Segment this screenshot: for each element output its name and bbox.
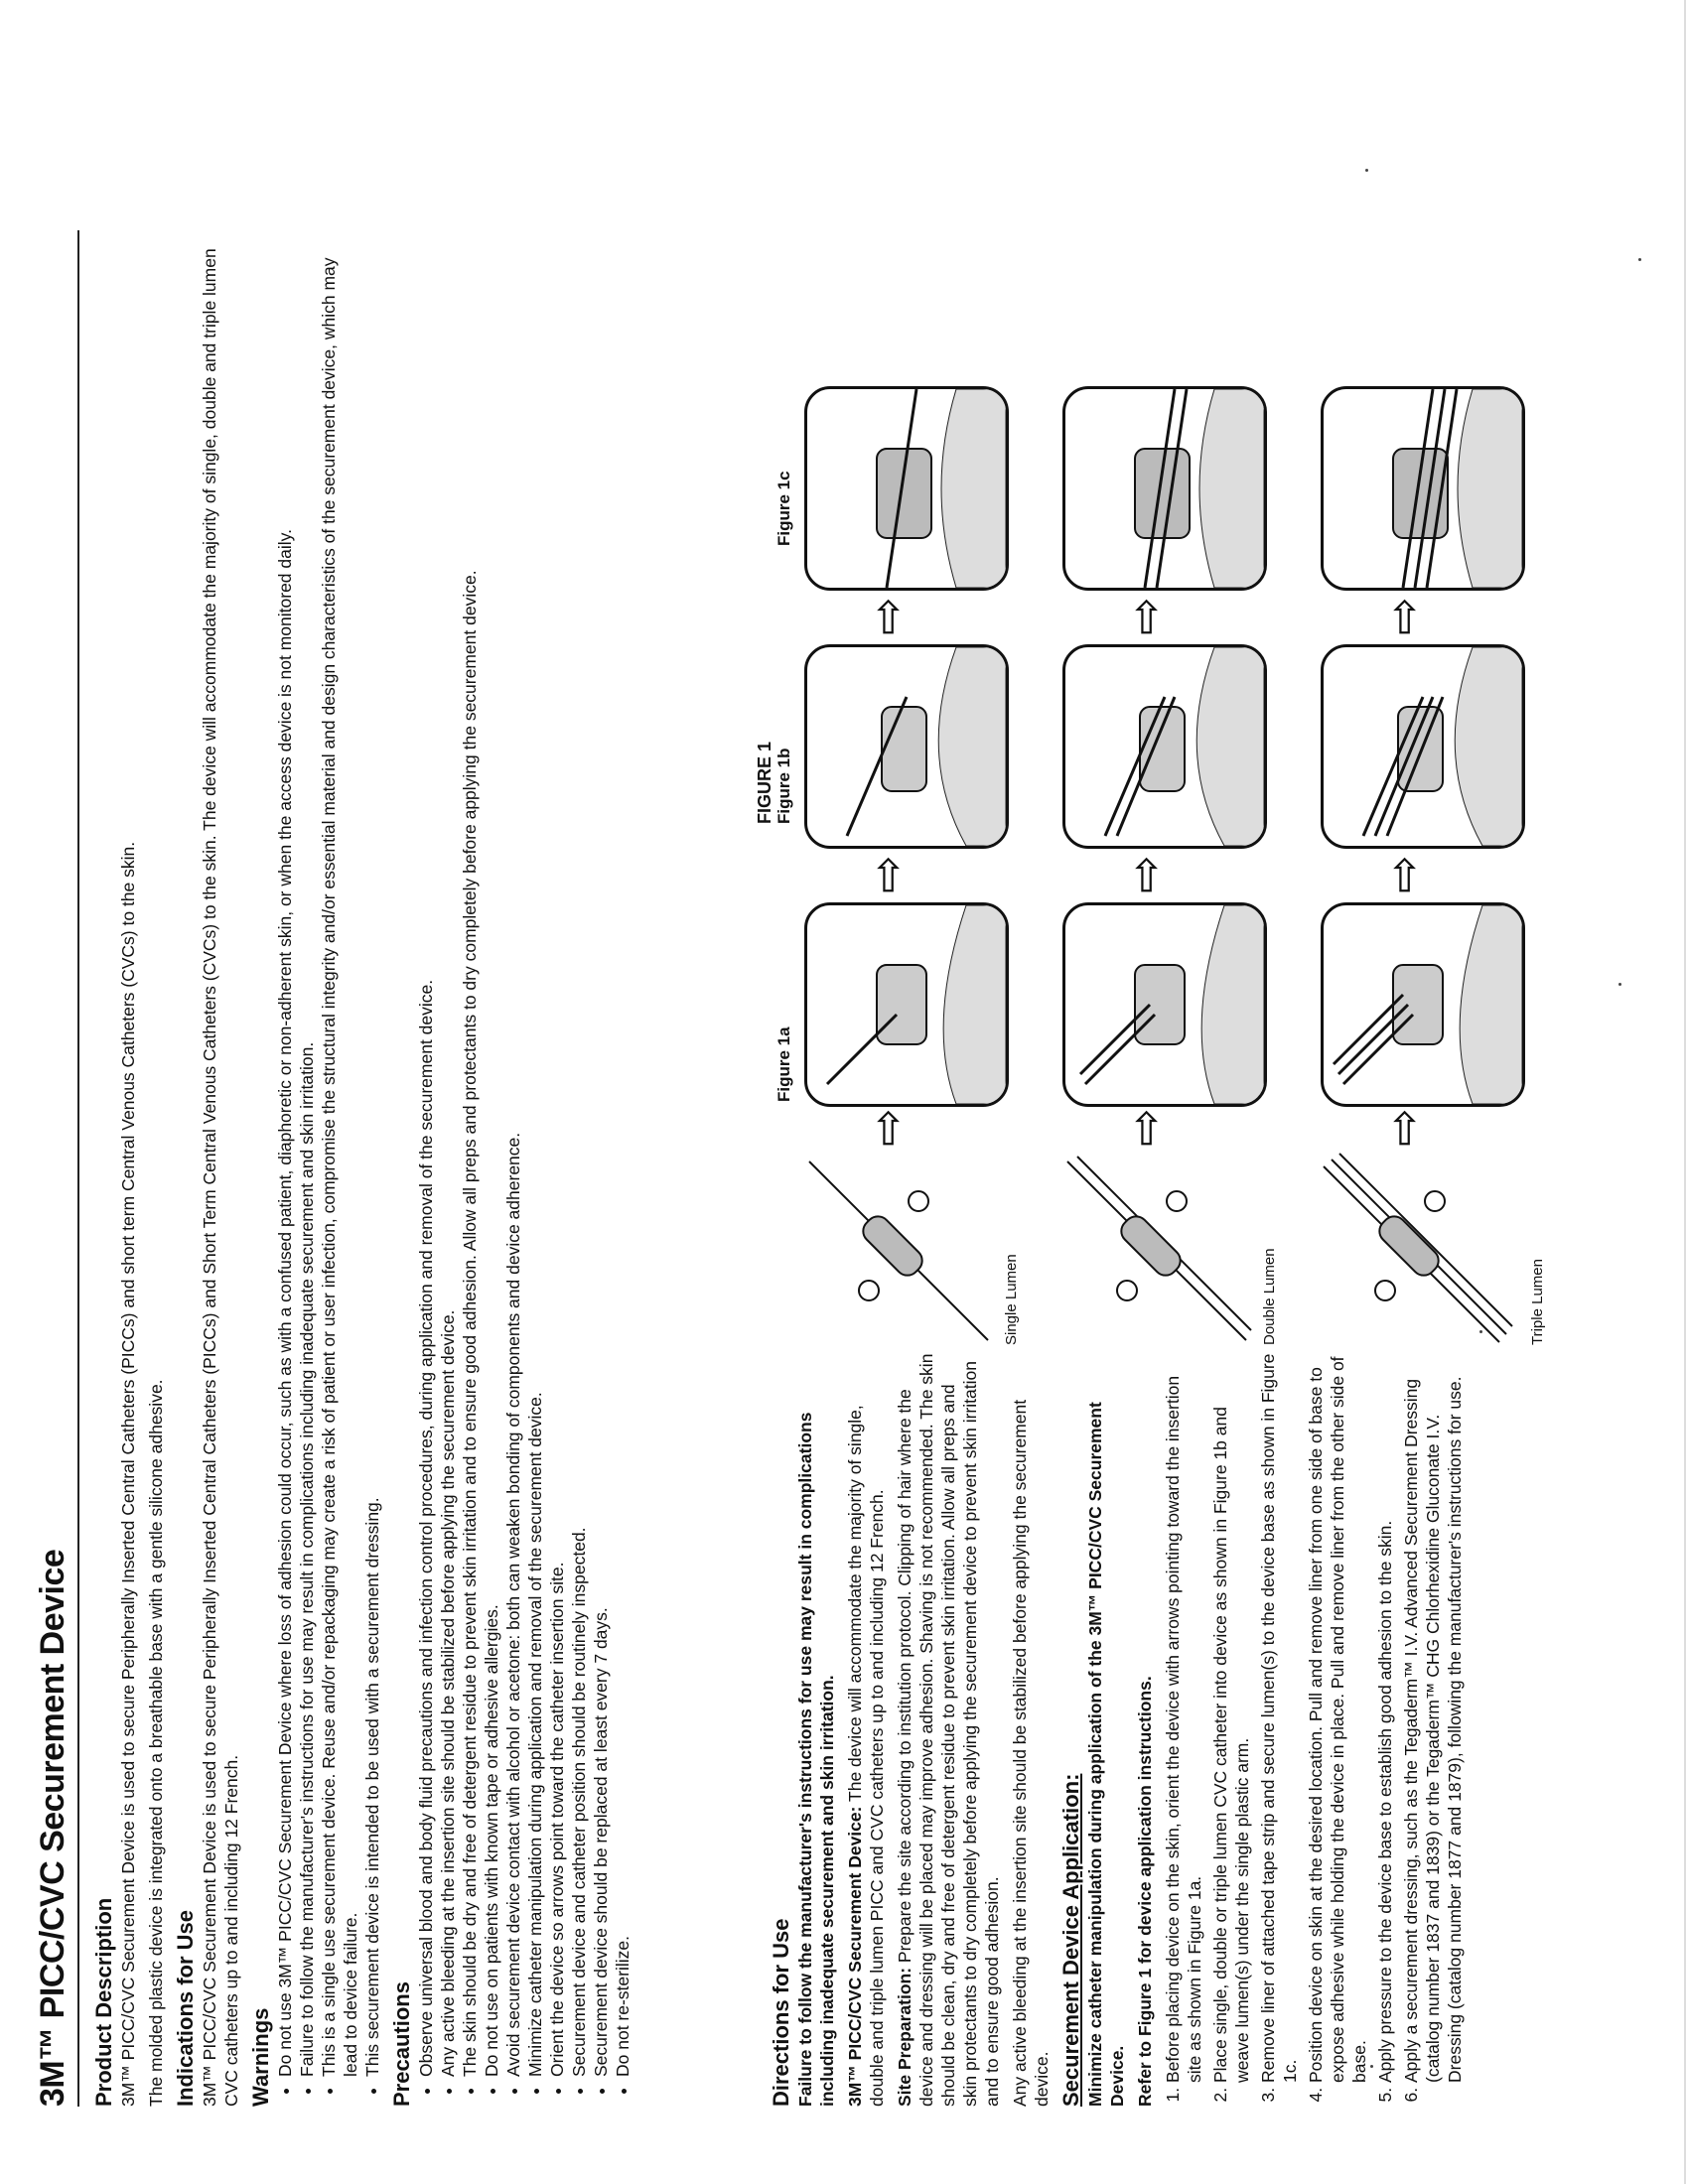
- step-item: 2. Place single, double or triple lumen CVC catheter into device as shown in Figure 1b and weave lumen(s) under the single plastic arm.: [1209, 1352, 1253, 2083]
- row-label-double: Double Lumen: [1261, 1248, 1278, 1345]
- row-label-triple: Triple Lumen: [1529, 1259, 1546, 1345]
- precautions-heading: Precautions: [389, 1981, 414, 2107]
- step-arrow-icon: ⇨: [1119, 855, 1171, 893]
- figure-1b-double-tile: [1062, 644, 1267, 849]
- precaution-item: • Securement device should be replaced at least every 7 days.: [590, 220, 612, 2077]
- step-item: 1. Before placing device on the skin, orient the device with arrows pointing toward the insertion site as shown in Figure 1a.: [1162, 1352, 1205, 2083]
- figure-1: [755, 60, 1648, 1350]
- step-item: 4. Position device on skin at the desired location. Pull and remove liner from one side of base to expose adhesive while holding the device in place. Pull and remove liner from the other side of base.: [1305, 1352, 1370, 2083]
- warning-item: • Do not use 3M™ PICC/CVC Securement Device where loss of adhesion could occur, such as with a confused patient, diaphoretic or non-adherent skin, or when the access device is not monitored daily.: [274, 220, 296, 2077]
- product-description-line: The molded plastic device is integrated onto a breathable base with a gentle silicone adhesive.: [146, 1379, 166, 2107]
- device-paragraph: [844, 1352, 888, 2107]
- step-arrow-icon: ⇨: [1119, 597, 1171, 635]
- precaution-item: • Minimize catheter manipulation during application and removal of the securement device.: [524, 220, 546, 2077]
- scan-speck: [1365, 169, 1368, 172]
- precaution-item: • Orient the device so arrows point toward the catheter insertion site.: [546, 220, 568, 2077]
- figure-1c-triple-tile: [1321, 386, 1525, 591]
- warnings-heading: Warnings: [248, 2007, 273, 2107]
- precaution-item: • Any active bleeding at the insertion site should be stabilized before applying the securement device.: [437, 220, 459, 2077]
- precaution-item: • Do not use on patients with known tape or adhesive allergies.: [481, 220, 502, 2077]
- site-text: Prepare the site according to institution protocol. Clipping of hair where the device and dressing will be placed may improve adhesion. Shaving is not recommended. The skin should be clean, dry and free of detergent residue to prevent skin irritation. Allow all preps and skin protectants to dry completely before applying the securement device to prevent skin irritation and to ensure good adhesion.: [895, 1353, 1002, 2107]
- step-arrow-icon: ⇨: [1377, 597, 1429, 635]
- double-lumen-device-icon: [1057, 1152, 1256, 1350]
- device-label: 3M™ PICC/CVC Securement Device:: [845, 1806, 865, 2107]
- warnings-list: [274, 220, 383, 2107]
- page-title: 3M™ PICC/CVC Securement Device: [34, 1549, 71, 2107]
- directions-heading: Directions for Use: [769, 1918, 793, 2107]
- directions-warning: Failure to follow the manufacturer's instructions for use may result in complications including inadequate securement and skin irritation.: [795, 1412, 837, 2107]
- indications-text: 3M™ PICC/CVC Securement Device is used to secure Peripherally Inserted Central Catheters (PICCs) and Short Term Central Venous Catheters (CVCs) to the skin. The device will accommodate the majority of single, double and triple lumen CVC catheters up to and including 12 French.: [200, 248, 241, 2107]
- step-arrow-icon: ⇨: [861, 1108, 913, 1147]
- precaution-item: • Securement device and catheter position should be routinely inspected.: [568, 220, 590, 2077]
- figure-1b-triple-tile: [1321, 644, 1525, 849]
- scan-speck: [1479, 1330, 1482, 1333]
- scan-speck: [1638, 258, 1641, 261]
- figure-1c-single-tile: [804, 386, 1009, 591]
- title-rule: [77, 230, 79, 2107]
- scan-speck: [1618, 983, 1621, 986]
- site-paragraph: [894, 1352, 1003, 2107]
- product-description-line: 3M™ PICC/CVC Securement Device is used to secure Peripherally Inserted Central Catheters (PICCs) and short term Central Venous Catheters (CVCs) to the skin.: [118, 841, 138, 2107]
- indications-heading: Indications for Use: [173, 1909, 198, 2107]
- product-description-heading: Product Description: [91, 1897, 116, 2107]
- step-item: 6. Apply a securement dressing, such as the Tegaderm™ I.V. Advanced Securement Dressing (catalog number 1837 and 1839) or the Tegaderm™ CHG Chlorhexidine Gluconate I.V. Dressing (catalog number 1877 and 1879), following the manufacturer's instructions for use.: [1400, 1352, 1466, 2083]
- warning-item: • This securement device is intended to be used with a securement dressing.: [361, 220, 383, 2077]
- application-refer: Refer to Figure 1 for device application instructions.: [1135, 1676, 1155, 2107]
- figure-1b-single-tile: [804, 644, 1009, 849]
- precaution-item: • Avoid securement device contact with alcohol or acetone: both can weaken bonding of components and device adherence.: [502, 220, 524, 2077]
- application-steps: [1162, 1352, 1466, 2107]
- warning-item: • This is a single use securement device. Reuse and/or repackaging may create a risk of patient or user infection, compromise the structural integrity and/or essential material and design characteristics of the securement device, which may lead to device failure.: [318, 220, 361, 2077]
- step-arrow-icon: ⇨: [861, 597, 913, 635]
- precaution-item: • Observe universal blood and body fluid precautions and infection control procedures, during application and removal of the securement device.: [415, 220, 437, 2077]
- figure-1a-triple-tile: [1321, 902, 1525, 1107]
- figure-label-1b: Figure 1b: [774, 748, 793, 824]
- scan-edge: [1684, 0, 1686, 2184]
- directions-column: [763, 1352, 1470, 2107]
- top-sections: [85, 220, 637, 2107]
- bleeding-text: Any active bleeding at the insertion site should be stabilized before applying the securement device.: [1010, 1399, 1052, 2107]
- figure-title: FIGURE 1: [755, 741, 774, 824]
- figure-1a-single-tile: [804, 902, 1009, 1107]
- precaution-item: • The skin should be dry and free of detergent residue to prevent skin irritation and to ensure good adhesion. Allow all preps and protectants to dry completely before applying the securement device.: [459, 220, 481, 2077]
- precautions-list: [415, 220, 633, 2107]
- step-item: 5. Apply pressure to the device base to establish good adhesion to the skin.: [1374, 1352, 1396, 2083]
- step-item: 3. Remove liner of attached tape strip and secure lumen(s) to the device base as shown in Figure 1c.: [1257, 1352, 1301, 2083]
- application-minimize: Minimize catheter manipulation during application of the 3M™ PICC/CVC Securement Device.: [1085, 1402, 1127, 2107]
- step-arrow-icon: ⇨: [1377, 1108, 1429, 1147]
- figure-1c-double-tile: [1062, 386, 1267, 591]
- figure-1a-double-tile: [1062, 902, 1267, 1107]
- warning-item: • Failure to follow the manufacturer's instructions for use may result in complications including inadequate securement and skin irritation.: [296, 220, 318, 2077]
- row-label-single: Single Lumen: [1003, 1254, 1020, 1345]
- site-label: Site Preparation:: [895, 1967, 914, 2107]
- triple-lumen-device-icon: [1316, 1152, 1514, 1350]
- scan-speck: [1370, 2065, 1373, 2068]
- figure-label-1a: Figure 1a: [774, 1026, 793, 1102]
- single-lumen-device-icon: [799, 1152, 998, 1350]
- step-arrow-icon: ⇨: [1377, 855, 1429, 893]
- step-arrow-icon: ⇨: [861, 855, 913, 893]
- device-text: The device will accommodate the majority of single, double and triple lumen PICC and CVC catheters up to and including 12 French.: [845, 1405, 887, 2107]
- application-heading: Securement Device Application:: [1058, 1773, 1083, 2107]
- step-arrow-icon: ⇨: [1119, 1108, 1171, 1147]
- figure-label-1c: Figure 1c: [774, 471, 793, 546]
- precaution-item: • Do not re-sterilize.: [612, 220, 633, 2077]
